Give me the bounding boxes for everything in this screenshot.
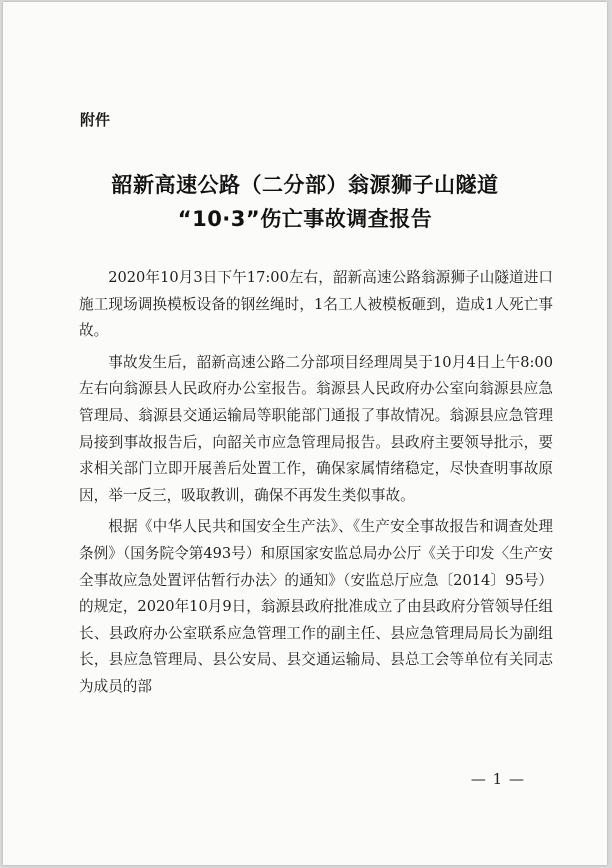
report-title-line-1: 韶新高速公路（二分部）翁源狮子山隧道 — [111, 173, 499, 197]
report-title-line-2: “10·3”伤亡事故调查报告 — [177, 207, 433, 231]
page-number: — 1 — — [470, 770, 525, 788]
paragraph-2: 事故发生后，韶新高速公路二分部项目经理周昊于10月4日上午8:00左右向翁源县人民政府办公室报告。翁源县人民政府办公室向翁源县应急管理局、翁源县交通运输局等职能部门通报了事故情况。翁源县应急管理局接到事故报告后，向韶关市应急管理局报告。县政府主要领导批示，要求相关部门立即开展善后处置工作，确保家属情绪稳定，尽快查明事故原因，举一反三，吸取教训，确保不再发生类似事故。 — [79, 353, 553, 504]
document-page — [3, 2, 607, 865]
report-body — [79, 265, 553, 706]
attachment-label: 附件 — [80, 111, 111, 129]
paragraph-3: 根据《中华人民共和国安全生产法》、《生产安全事故报告和调查处理条例》（国务院令第493号）和原国家安监总局办公厅《关于印发〈生产安全事故应急处置评估暂行办法〉的通知》（安监总厅应急〔2014〕95号）的规定，2020年10月9日，翁源县政府批准成立了由县政府分管领导任组长、县政府办公室联系应急管理工作的副主任、县应急管理局局长为副组长，县应急管理局、县公安局、县交通运输局、县总工会等单位有关同志为成员的部 — [79, 518, 553, 695]
paragraph-1: 2020年10月3日下午17:00左右，韶新高速公路翁源狮子山隧道进口施工现场调换模板设备的钢丝绳时，1名工人被模板砸到，造成1人死亡事故。 — [79, 269, 553, 340]
